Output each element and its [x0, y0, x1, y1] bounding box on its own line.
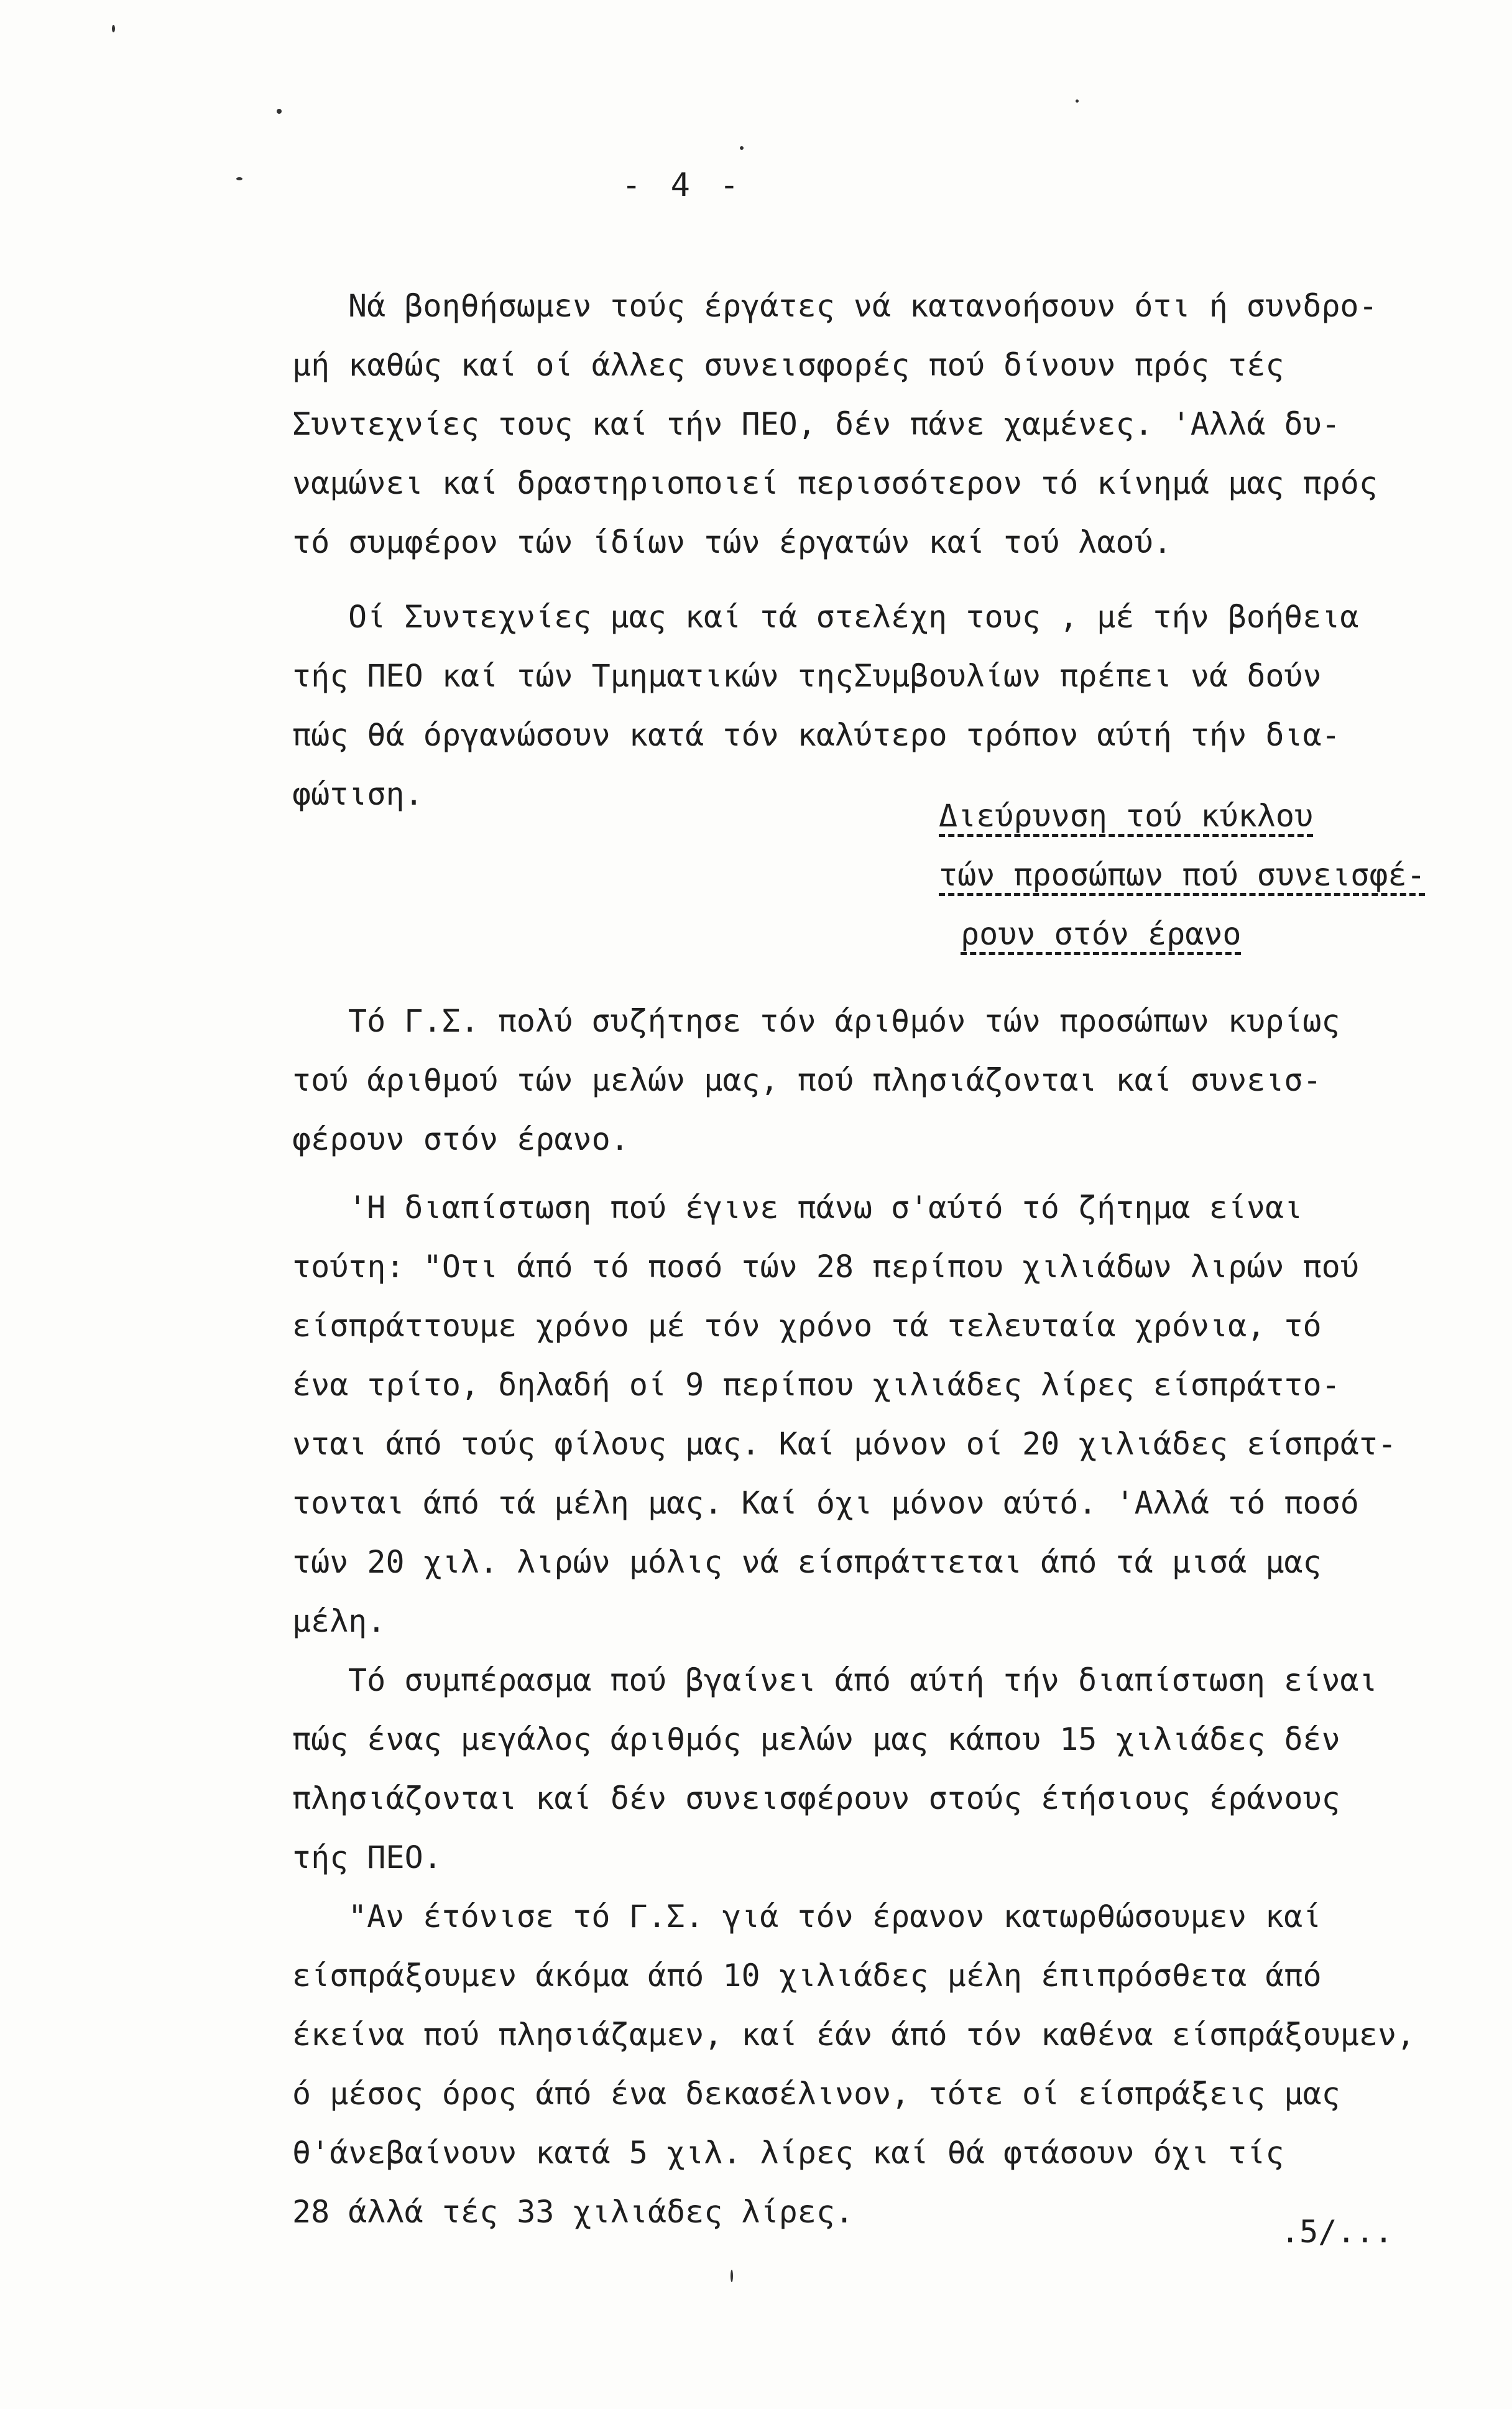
paragraph	[292, 277, 1449, 572]
page-number: - 4 -	[622, 167, 744, 204]
text-line: ένα τρίτο, δηλαδή οί 9 περίπου χιλιάδες λίρες είσπράττο-	[292, 1367, 1340, 1403]
text-line: Νά βοηθήσωμεν τούς έργάτες νά κατανοήσουν ότι ή συνδρο-	[348, 288, 1378, 324]
text-line: Συντεχνίες τους καί τήν ΠΕΟ, δέν πάνε χαμένες. 'Αλλά δυ-	[292, 406, 1340, 442]
paragraph	[292, 1651, 1449, 1887]
continuation-marker: .5/...	[1281, 2214, 1393, 2250]
text-line: "Αν έτόνισε τό Γ.Σ. γιά τόν έρανον κατωρθώσουμεν καί	[348, 1898, 1322, 1935]
text-line: νται άπό τούς φίλους μας. Καί μόνον οί 20 χιλιάδες είσπράτ-	[292, 1426, 1397, 1462]
heading-line: Διεύρυνση τού κύκλου	[939, 798, 1314, 834]
paragraph	[292, 1887, 1449, 2242]
text-line: 'Η διαπίστωση πού έγινε πάνω σ'αύτό τό ζήτημα είναι	[348, 1190, 1303, 1226]
section-two	[292, 992, 1449, 2242]
text-line: πλησιάζονται καί δέν συνεισφέρουν στούς έτήσιους έράνους	[292, 1780, 1340, 1816]
section-heading	[939, 787, 1426, 964]
text-line: μέλη.	[292, 1603, 386, 1639]
text-line: τής ΠΕΟ καί τών Τμηματικών τηςΣυμβουλίων πρέπει νά δούν	[292, 658, 1322, 694]
heading-line: τών προσώπων πού συνεισφέ-	[939, 857, 1426, 893]
text-line: τού άριθμού τών μελών μας, πού πλησιάζονται καί συνεισ-	[292, 1062, 1322, 1098]
scan-speck	[731, 2270, 733, 2282]
heading-line: ρουν στόν έρανο	[961, 916, 1242, 952]
text-line: είσπράττουμε χρόνο μέ τόν χρόνο τά τελευταία χρόνια, τό	[292, 1308, 1322, 1344]
text-line: τών 20 χιλ. λιρών μόλις νά είσπράττεται άπό τά μισά μας	[292, 1544, 1322, 1580]
text-line: ό μέσος όρος άπό ένα δεκασέλινον, τότε οί είσπράξεις μας	[292, 2076, 1340, 2112]
paragraph	[292, 1178, 1449, 1651]
text-line: τής ΠΕΟ.	[292, 1839, 442, 1875]
text-line: Οί Συντεχνίες μας καί τά στελέχη τους , μέ τήν βοήθεια	[348, 599, 1359, 635]
scan-speck	[277, 109, 282, 114]
text-line: τονται άπό τά μέλη μας. Καί όχι μόνον αύτό. 'Αλλά τό ποσό	[292, 1485, 1359, 1521]
paragraph	[292, 992, 1449, 1169]
text-line: πώς θά όργανώσουν κατά τόν καλύτερο τρόπον αύτή τήν δια-	[292, 717, 1340, 753]
text-line: ναμώνει καί δραστηριοποιεί περισσότερον τό κίνημά μας πρός	[292, 465, 1378, 501]
scan-speck	[740, 146, 744, 150]
text-line: θ'άνεβαίνουν κατά 5 χιλ. λίρες καί θά φτάσουν όχι τίς	[292, 2135, 1284, 2171]
text-line: πώς ένας μεγάλος άριθμός μελών μας κάπου 15 χιλιάδες δέν	[292, 1721, 1340, 1757]
scan-speck	[1076, 99, 1079, 103]
text-line: τούτη: "Οτι άπό τό ποσό τών 28 περίπου χιλιάδων λιρών πού	[292, 1249, 1359, 1285]
text-line: είσπράξουμεν άκόμα άπό 10 χιλιάδες μέλη έπιπρόσθετα άπό	[292, 1958, 1322, 1994]
text-line: μή καθώς καί οί άλλες συνεισφορές πού δίνουν πρός τές	[292, 347, 1284, 383]
text-line: έκείνα πού πλησιάζαμεν, καί έάν άπό τόν καθένα είσπράξουμεν,	[292, 2017, 1416, 2053]
text-line: φέρουν στόν έρανο.	[292, 1121, 629, 1157]
section-one	[292, 277, 1449, 824]
text-line: Τό Γ.Σ. πολύ συζήτησε τόν άριθμόν τών προσώπων κυρίως	[348, 1003, 1340, 1039]
text-line: Τό συμπέρασμα πού βγαίνει άπό αύτή τήν διαπίστωση είναι	[348, 1662, 1378, 1698]
text-line: φώτιση.	[292, 776, 423, 812]
text-line: τό συμφέρον τών ίδίων τών έργατών καί τού λαού.	[292, 524, 1172, 560]
scan-speck	[236, 177, 242, 180]
scan-speck	[112, 25, 115, 32]
text-line: 28 άλλά τές 33 χιλιάδες λίρες.	[292, 2194, 854, 2230]
